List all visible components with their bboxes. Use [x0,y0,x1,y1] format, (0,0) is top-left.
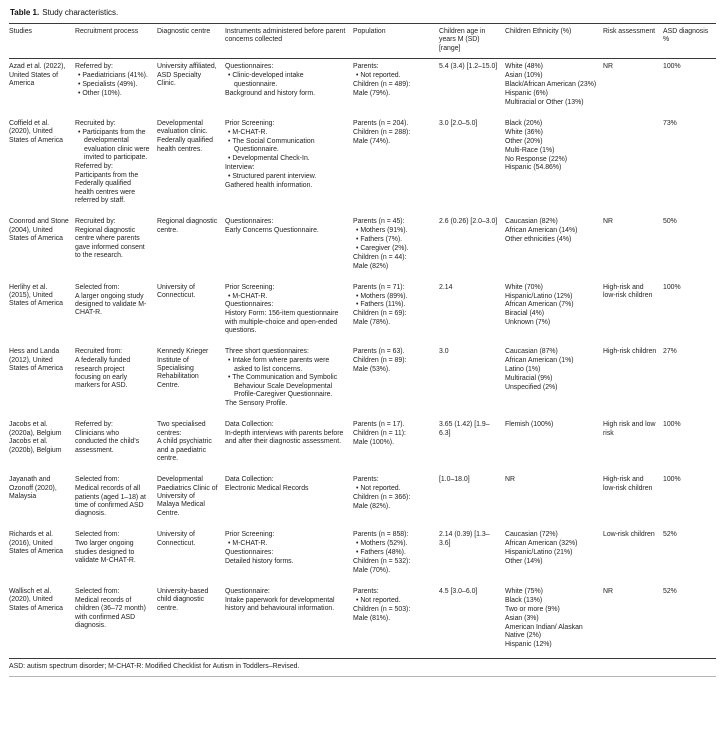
cell-text: Male (70%). [353,567,391,575]
table-cell [157,280,225,345]
cell-text: Parents (n = 71): [353,283,405,291]
cell-text: • Fathers (48%). [356,549,406,557]
table-cell [75,280,157,345]
cell-text: Two specialised centres: [157,421,206,437]
cell-text: Parents (n = 17). [353,421,405,429]
cell-text: Asian (10%) [505,72,543,80]
cell-text: Herlihy et al. (2015), United States of America [9,283,64,308]
table-cell [225,116,353,214]
table-cell [353,417,439,472]
study-row [9,417,716,472]
cell-text: NR [603,63,613,71]
cell-text: University of Connecticut. [157,531,196,547]
cell-text: Three short questionnaires: [225,348,309,356]
cell-text: Hispanic (12%) [505,640,552,648]
cell-text: Parents: [353,587,379,595]
cell-text: Selected from: [75,587,120,595]
cell-text: • Mothers (52%). [356,540,408,548]
table-cell [663,472,716,527]
table-cell [353,527,439,584]
table-cell [439,472,505,527]
cell-text: 2.6 (0.26) [2.0–3.0] [439,218,498,226]
cell-text: African American (32%) [505,540,578,548]
cell-text: Biracial (4%) [505,310,545,318]
cell-text: Selected from: [75,531,120,539]
cell-text: Children (n = 69): [353,310,407,318]
table-cell [663,417,716,472]
table-cell [505,527,603,584]
table-cell [157,214,225,280]
table-cell [157,527,225,584]
table-cell [505,417,603,472]
table-cell [157,116,225,214]
study-row [9,344,716,417]
cell-text: Multiracial or Other (13%) [505,98,584,106]
cell-text: High risk and low risk [603,421,656,437]
cell-text: Parents (n = 45): [353,218,405,226]
cell-text: Flemish (100%) [505,421,554,429]
cell-text: Parents (n = 63). [353,348,405,356]
col-header-risk-assessment: Risk assessment [603,24,663,59]
table-cell [157,417,225,472]
table-cell [663,527,716,584]
cell-text: Children (n = 366): [353,494,411,502]
table-cell [603,116,663,214]
table-cell [603,472,663,527]
cell-text: Other (14%) [505,558,543,566]
cell-text: Questionnaire: [225,587,270,595]
table-cell [225,584,353,658]
table-cell [353,116,439,214]
study-characteristics-table [9,23,716,659]
cell-text: • Structured parent interview. [228,172,317,180]
cell-text: Male (82%). [353,502,391,510]
cell-text: Hispanic (54.86%) [505,164,562,172]
cell-text: The Sensory Profile. [225,400,288,408]
cell-text: A federally funded research project focusing on early markers for ASD. [75,357,131,390]
study-row [9,214,716,280]
cell-text: Kennedy Krieger Institute of Specialising Rehabilitation Centre. [157,348,209,389]
cell-text: Unknown (7%) [505,319,551,327]
cell-text: Questionnaires: [225,301,274,309]
cell-text: 73% [663,119,677,127]
cell-text: Prior Screening: [225,119,275,127]
cell-text: Black (20%) [505,119,543,127]
cell-text: University-based child diagnostic centre. [157,587,209,612]
cell-text: Male (74%). [353,137,391,145]
cell-text: University of Connecticut. [157,283,196,300]
cell-text: Hess and Landa (2012), United States of America [9,348,64,372]
cell-text: Coffield et al. (2020), United States of America [9,119,64,144]
cell-text: • M-CHAT-R. [228,292,268,300]
cell-text: 27% [663,348,677,356]
table-footnote: ASD: autism spectrum disorder; M-CHAT-R: Modified Checklist for Autism in Toddlers–Revised. [9,663,716,677]
cell-text: African American (1%) [505,357,574,365]
cell-text: 52% [663,531,677,539]
table-cell [439,344,505,417]
table-cell [353,584,439,658]
table-cell [225,59,353,116]
table-cell [75,59,157,116]
table-cell [603,417,663,472]
cell-text: Hispanic (6%) [505,90,548,98]
cell-text: Two or more (9%) [505,605,560,613]
cell-text: Multiracial (9%) [505,374,553,382]
cell-text: University affiliated, ASD Specialty Clinic. [157,63,217,88]
cell-text: Low-risk children [603,531,655,539]
table-cell [603,214,663,280]
cell-text: White (36%) [505,128,543,136]
cell-text: Children (n = 89): [353,357,407,365]
cell-text: 2.14 (0.39) [1.3–3.6] [439,531,490,547]
cell-text: Developmental evaluation clinic. [157,119,208,136]
table-cell [9,59,75,116]
table-cell [75,417,157,472]
cell-text: Hispanic/Latino (12%) [505,292,573,300]
cell-text: A child psychiatric and a paediatric centre. [157,438,212,463]
cell-text: 3.0 [439,348,449,356]
table-cell [75,344,157,417]
cell-text: Male (53%). [353,366,391,373]
table-cell [603,527,663,584]
table-cell [663,344,716,417]
cell-text: Federally qualified health centres. [157,137,213,153]
table-cell [225,214,353,280]
cell-text: High-risk and low-risk children [603,476,653,492]
cell-text: Children (n = 44): [353,253,407,261]
table-number: Table 1. [10,8,40,17]
table-cell [439,280,505,345]
cell-text: Asian (3%) [505,614,539,622]
table-cell [603,344,663,417]
cell-text: Male (81%). [353,614,391,622]
cell-text: Questionnaires: [225,549,274,557]
cell-text: Parents (n = 858): [353,531,409,539]
cell-text: Data Collection: [225,421,274,429]
cell-text: Prior Screening: [225,283,275,291]
table-cell [157,59,225,116]
col-header-studies: Studies [9,24,75,59]
cell-text: 100% [663,421,681,429]
cell-text: Wallisch et al. (2020), United States of America [9,587,64,612]
cell-text: Hispanic/Latino (21%) [505,549,573,557]
table-cell [505,344,603,417]
cell-text: NR [603,587,613,595]
cell-text: Parents: [353,476,379,484]
table-cell [9,417,75,472]
cell-text: In-depth interviews with parents before and after their diagnostic assessment. [225,430,344,446]
cell-text: • Not reported. [356,485,401,493]
cell-text: Jacobs et al. (2020a), Belgium [9,421,62,437]
col-header-children-age: Children age in years M (SD) [range] [439,24,505,59]
cell-text: 50% [663,218,677,226]
cell-text: Questionnaires: [225,63,274,71]
cell-text: American Indian/ Alaskan Native (2%) [505,623,583,640]
table-cell [225,472,353,527]
table-cell [439,584,505,658]
cell-text: Male (79%). [353,90,391,98]
study-row [9,584,716,658]
cell-text: Referred by: [75,421,113,429]
table-caption: Study characteristics. [42,8,119,17]
cell-text: Recruited from: [75,348,123,356]
cell-text: White (70%) [505,283,543,291]
cell-text: • M-CHAT-R. [228,540,268,548]
cell-text: 100% [663,283,681,291]
cell-text: • Other (10%). [78,90,122,98]
cell-text: Children (n = 288): [353,128,411,136]
col-header-asd-diagnosis: ASD diagnosis % [663,24,716,59]
cell-text: Children (n = 532): [353,558,411,566]
cell-text: White (75%) [505,587,543,595]
col-header-children-ethnicity: Children Ethnicity (%) [505,24,603,59]
table-cell [157,584,225,658]
table-cell [439,59,505,116]
table-cell [9,584,75,658]
cell-text: Two larger ongoing studies designed to validate M-CHAT-R. [75,540,136,565]
table-cell [75,584,157,658]
cell-text: Regional diagnostic centre where parents gave informed consent to the research. [75,227,145,260]
table-cell [9,280,75,345]
table-cell [603,280,663,345]
cell-text: • Not reported. [356,72,401,80]
table-cell [603,59,663,116]
table-cell [9,116,75,214]
cell-text: Intake paperwork for developmental history and behavioural information. [225,596,335,613]
table-cell [9,344,75,417]
cell-text: Referred by: [75,162,113,170]
cell-text: Children (n = 503): [353,605,411,613]
cell-text: White (48%) [505,63,543,71]
table-cell [439,116,505,214]
table-cell [75,472,157,527]
cell-text: Jacobs et al. (2020b), Belgium [9,438,62,454]
cell-text: History Form: 156-item questionnaire with multiple-choice and open-ended questions. [225,310,339,335]
col-header-recruitment-process: Recruitment process [75,24,157,59]
cell-text: High-risk children [603,348,657,356]
cell-text: NR [505,476,515,484]
cell-text: Clinicians who conducted the child's assessment. [75,430,140,454]
table-cell [505,280,603,345]
cell-text: • Caregiver (2%). [356,244,409,252]
cell-text: African American (14%) [505,227,578,235]
cell-text: 5.4 (3.4) [1.2–15.0] [439,63,498,71]
cell-text: Male (82%) [353,262,389,270]
cell-text: Referred by: [75,63,113,71]
cell-text: • Mothers (91%). [356,227,408,235]
table-cell [505,59,603,116]
cell-text: Regional diagnostic centre. [157,218,218,234]
cell-text: • Not reported. [356,596,401,604]
cell-text: 4.5 [3.0–6.0] [439,587,478,595]
study-row [9,116,716,214]
cell-text: Medical records of all patients (aged 1–18) at time of confirmed ASD diagnosis. [75,485,146,518]
cell-text: Gathered health information. [225,181,313,189]
cell-text: 3.65 (1.42) [1.9–6.3] [439,421,490,437]
table-cell [603,584,663,658]
col-header-diagnostic-centre: Diagnostic centre [157,24,225,59]
cell-text: • The Social Communication Questionnaire. [228,137,315,154]
cell-text: Early Concerns Questionnaire. [225,227,319,235]
table-cell [75,527,157,584]
col-header-instruments: Instruments administered before parent concerns collected [225,24,353,59]
cell-text: Interview: [225,163,255,171]
cell-text: Recruited by: [75,218,116,226]
table-cell [225,417,353,472]
study-row [9,472,716,527]
cell-text: • Mothers (89%). [356,292,408,300]
cell-text: Azad et al. (2022), United States of America [9,63,66,88]
study-row [9,59,716,116]
table-cell [439,214,505,280]
cell-text: Children (n = 489): [353,81,411,89]
cell-text: 100% [663,63,681,71]
cell-text: Parents (n = 204). [353,119,409,127]
col-header-population: Population [353,24,439,59]
cell-text: • The Communication and Symbolic Behaviour Scale Developmental Profile-Caregiver Questionnaire. [228,374,338,399]
table-cell [9,214,75,280]
cell-text: Selected from: [75,283,120,291]
table-cell [439,417,505,472]
cell-text: Richards et al. (2016), United States of America [9,531,64,556]
cell-text: Electronic Medical Records [225,485,309,493]
table-cell [663,280,716,345]
cell-text: Other ethnicities (4%) [505,235,572,243]
cell-text: Caucasian (72%) [505,531,558,539]
header-row [9,24,716,59]
cell-text: Other (20%) [505,137,543,145]
cell-text: Background and history form. [225,89,316,97]
table-cell [505,584,603,658]
table-cell [157,472,225,527]
cell-text: Male (100%). [353,438,394,446]
table-cell [439,527,505,584]
cell-text: Prior Screening: [225,531,275,539]
table-cell [505,214,603,280]
table-cell [225,527,353,584]
cell-text: 52% [663,587,677,595]
table-cell [663,116,716,214]
cell-text: Selected from: [75,476,120,484]
cell-text: • Paediatricians (41%). [78,72,148,80]
table-cell [663,584,716,658]
cell-text: • Clinic-developed intake questionnaire. [228,72,304,88]
cell-text: Multi-Race (1%) [505,146,555,154]
cell-text: Recruited by: [75,119,116,127]
cell-text: Caucasian (82%) [505,218,558,226]
table-cell [75,116,157,214]
cell-text: [1.0–18.0] [439,476,470,484]
cell-text: Unspecified (2%) [505,383,558,391]
table-title [10,8,716,17]
cell-text: • Fathers (11%). [356,301,406,309]
cell-text: Medical records of children (36–72 month) with confirmed ASD diagnosis. [75,596,146,630]
cell-text: Children (n = 11): [353,430,406,438]
cell-text: Developmental Paediatrics Clinic of University of Malaya Medical Centre. [157,476,218,517]
table-cell [353,280,439,345]
table-cell [353,214,439,280]
table-cell [225,344,353,417]
cell-text: Participants from the Federally qualified health centres were referred by staff. [75,171,139,205]
cell-text: High-risk and low-risk children [603,283,653,300]
cell-text: • Intake form where parents were asked to list concerns. [228,357,330,373]
cell-text: No Response (22%) [505,155,568,163]
table-cell [9,527,75,584]
cell-text: A larger ongoing study designed to validate M-CHAT-R. [75,292,147,317]
cell-text: Caucasian (87%) [505,348,558,356]
table-cell [157,344,225,417]
cell-text: • Fathers (7%). [356,235,403,243]
cell-text: Coonrod and Stone (2004), United States of America [9,218,69,242]
study-row [9,527,716,584]
table-cell [505,472,603,527]
cell-text: Detailed history forms. [225,558,294,566]
table-cell [353,472,439,527]
cell-text: 3.0 [2.0–5.0] [439,119,478,127]
cell-text: Jayanath and Ozonoff (2020), Malaysia [9,476,57,501]
cell-text: 100% [663,476,681,484]
cell-text: • Developmental Check-In. [228,155,310,163]
cell-text: African American (7%) [505,301,574,309]
cell-text: Black (13%) [505,596,543,604]
cell-text: • Specialists (49%). [78,81,138,89]
cell-text: Questionnaires: [225,218,274,226]
study-row [9,280,716,345]
table-cell [9,472,75,527]
cell-text: Latino (1%) [505,366,541,373]
table-cell [663,214,716,280]
table-cell [75,214,157,280]
cell-text: Parents: [353,63,379,71]
table-cell [353,344,439,417]
cell-text: Male (78%). [353,319,391,327]
cell-text: • Participants from the developmental evaluation clinic were invited to participate. [78,128,150,162]
table-cell [225,280,353,345]
table-cell [505,116,603,214]
cell-text: 2.14 [439,283,453,291]
cell-text: Data Collection: [225,476,274,484]
cell-text: • M-CHAT-R. [228,128,268,136]
table-cell [353,59,439,116]
cell-text: NR [603,218,613,226]
table-body [9,59,716,659]
table-cell [663,59,716,116]
cell-text: Black/African American (23%) [505,81,597,89]
